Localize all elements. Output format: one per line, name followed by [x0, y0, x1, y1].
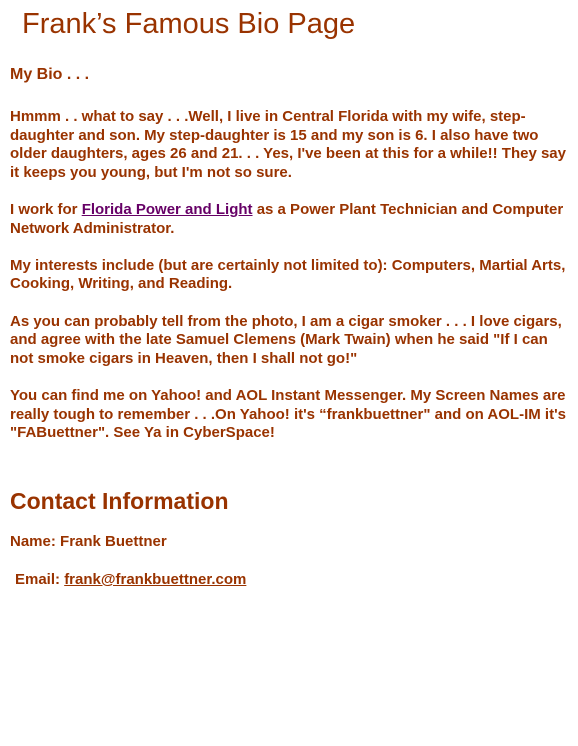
contact-name-value: Frank Buettner — [60, 533, 167, 550]
work-text-after: as a Power Plant Technician and Computer Network Administrator. — [10, 200, 564, 237]
contact-heading: Contact Information — [10, 488, 229, 514]
contact-email-label: Email: — [15, 571, 65, 588]
email-link[interactable]: frank@frankbuettner.com — [64, 571, 247, 588]
bio-paragraph-messenger: You can find me on Yahoo! and AOL Instant Messenger. My Screen Names are really tough to remember . . .On Yahoo! it's “frankbuettner" and on AOL-IM it's "FABuettner". See Ya in CyberSpace! — [10, 386, 566, 442]
bio-paragraph-interests: My interests include (but are certainly not limited to): Computers, Martial Arts, Cooking, Writing, and Reading. — [10, 256, 566, 293]
florida-power-link[interactable]: Florida Power and Light — [81, 200, 253, 218]
bio-paragraph-cigars: As you can probably tell from the photo, I am a cigar smoker . . . I love cigars, and agree with the late Samuel Clemens (Mark Twain) when he said "If I can not smoke cigars in Heaven, then I shall not go!" — [10, 312, 562, 367]
contact-name-label: Name: — [10, 533, 61, 550]
bio-paragraph-work — [10, 201, 573, 238]
bio-paragraph-intro: Hmmm . . what to say . . .Well, I live in Central Florida with my wife, step-daughter and son. My step-daughter is 15 and my son is 6. I also have two older daughters, ages 26 and 21. . . Yes, I've been at this for a while!! They say it keeps you young, but I'm not so sure. — [10, 108, 566, 181]
work-text-before: I work for — [10, 200, 82, 218]
contact-name-line — [10, 533, 167, 551]
bio-section — [10, 63, 573, 461]
bio-heading: My Bio . . . — [10, 66, 90, 83]
contact-email-line — [15, 571, 246, 589]
page-title: Frank’s Famous Bio Page — [22, 8, 356, 40]
